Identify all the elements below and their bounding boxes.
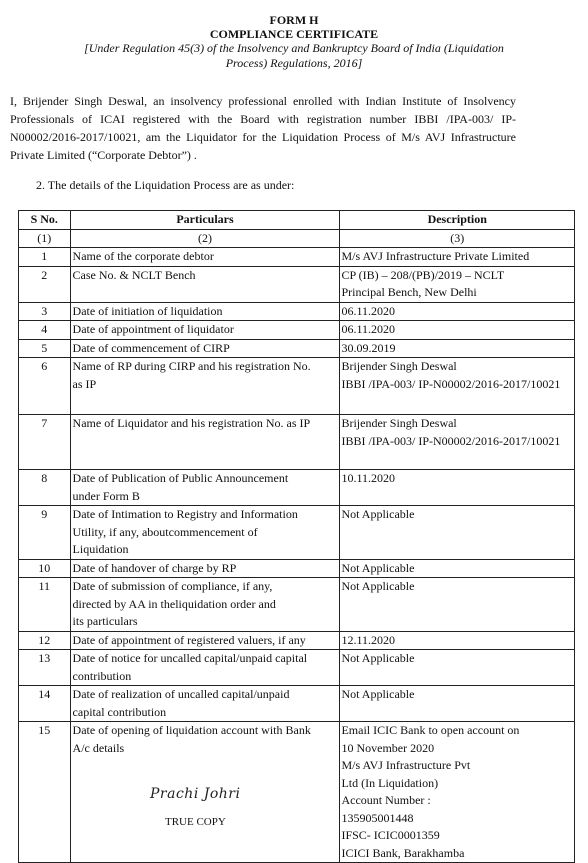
description-line: Brijender Singh Deswal	[341, 416, 457, 430]
particulars-line: Utility, if any, aboutcommencement of	[72, 524, 258, 539]
row-description	[340, 339, 575, 358]
particulars-line: A/c details	[72, 740, 125, 755]
description-line: M/s AVJ Infrastructure Pvt	[341, 758, 471, 772]
table-row	[19, 302, 575, 321]
signature: Prachi Johri	[150, 786, 241, 802]
table-row	[19, 650, 575, 686]
header-particulars: Particulars	[70, 211, 340, 230]
particulars-line: Date of realization of uncalled capital/unpaid	[72, 687, 290, 701]
table-row	[19, 415, 575, 470]
row-particulars	[70, 358, 340, 415]
row-sno: 3	[19, 302, 71, 321]
row-description	[340, 686, 575, 722]
description-line: 30.09.2019	[341, 340, 396, 355]
particulars-line: Date of initiation of liquidation	[72, 303, 223, 318]
particulars-line: Date of opening of liquidation account with Bank	[72, 723, 311, 737]
row-particulars	[70, 650, 340, 686]
row-description	[340, 302, 575, 321]
table-row	[19, 248, 575, 267]
description-line: Not Applicable	[341, 651, 415, 665]
description-line: Principal Bench, New Delhi	[341, 285, 477, 299]
row-particulars	[70, 248, 340, 267]
row-description	[340, 506, 575, 560]
particulars-line: under Form B	[72, 488, 140, 503]
description-line: Brijender Singh Deswal	[341, 359, 457, 373]
row-particulars	[70, 470, 340, 506]
row-sno: 11	[19, 578, 71, 632]
row-particulars	[70, 415, 340, 470]
description-line: 10 November 2020	[341, 740, 435, 755]
form-title: FORM H	[269, 13, 319, 27]
row-sno: 13	[19, 650, 71, 686]
row-sno: 4	[19, 321, 71, 340]
row-description	[340, 470, 575, 506]
table-subheader-row	[19, 229, 575, 248]
table-row	[19, 686, 575, 722]
particulars-line: Date of notice for uncalled capital/unpaid capital	[72, 651, 308, 665]
row-sno: 1	[19, 248, 71, 267]
section-heading: 2. The details of the Liquidation Process are as under:	[36, 178, 295, 192]
row-particulars	[70, 321, 340, 340]
table-row	[19, 321, 575, 340]
row-description	[340, 266, 575, 302]
description-line: CP (IB) – 208/(PB)/2019 – NCLT	[341, 267, 505, 282]
particulars-line: directed by AA in theliquidation order and	[72, 596, 276, 611]
row-sno: 14	[19, 686, 71, 722]
particulars-line: Date of Publication of Public Announcement	[72, 471, 289, 485]
subheader-3: (3)	[340, 229, 575, 248]
description-line: IBBI /IPA-003/ IP-N00002/2016-2017/10021	[341, 433, 561, 448]
description-line: 12.11.2020	[341, 632, 396, 647]
true-copy-label: TRUE COPY	[165, 816, 226, 828]
row-sno: 5	[19, 339, 71, 358]
row-sno: 9	[19, 506, 71, 560]
table-body	[19, 248, 575, 863]
row-particulars	[70, 506, 340, 560]
particulars-line: capital contribution	[72, 704, 167, 719]
row-sno: 7	[19, 415, 71, 470]
subheader-1: (1)	[19, 229, 71, 248]
particulars-line: Date of appointment of registered valuers, if any	[72, 632, 306, 647]
row-description	[340, 559, 575, 578]
description-line: IFSC- ICIC0001359	[341, 828, 440, 842]
description-line: 135905001448	[341, 810, 414, 825]
row-description	[340, 722, 575, 863]
description-line: 06.11.2020	[341, 303, 396, 318]
particulars-line: as IP	[72, 376, 97, 391]
particulars-line: Date of submission of compliance, if any,	[72, 579, 273, 593]
particulars-line: Date of Intimation to Registry and Information	[72, 507, 298, 521]
row-sno: 12	[19, 631, 71, 650]
liquidation-details-table	[18, 210, 575, 863]
table-header-row	[19, 211, 575, 230]
intro-paragraph: I, Brijender Singh Deswal, an insolvency professional enrolled with Indian Institute of Insolvency Professionals of ICAI registered with the Board with registration number IBBI /IPA-003/ IP- N00002/2016-2017/10021, am the Liquidator for the Liquidation Process of M/s AVJ Infrastructure Private Limited (“Corporate Debtor”) .	[10, 94, 516, 162]
table-row	[19, 506, 575, 560]
description-line: Not Applicable	[341, 687, 415, 701]
row-sno: 10	[19, 559, 71, 578]
row-description	[340, 358, 575, 415]
row-sno: 2	[19, 266, 71, 302]
description-line: Account Number :	[341, 793, 431, 807]
description-line: M/s AVJ Infrastructure Private Limited	[341, 249, 530, 263]
row-description	[340, 248, 575, 267]
description-line: Not Applicable	[341, 507, 415, 521]
regulation-line-1: [Under Regulation 45(3) of the Insolvency and Bankruptcy Board of India (Liquidation	[84, 41, 504, 55]
subheader-2: (2)	[70, 229, 340, 248]
row-sno: 15	[19, 722, 71, 863]
description-line: IBBI /IPA-003/ IP-N00002/2016-2017/10021	[341, 376, 561, 391]
particulars-line: Name of Liquidator and his registration No. as IP	[72, 416, 311, 430]
row-sno: 6	[19, 358, 71, 415]
description-line: Ltd (In Liquidation)	[341, 775, 439, 790]
table-row	[19, 470, 575, 506]
row-sno: 8	[19, 470, 71, 506]
particulars-line: Date of appointment of liquidator	[72, 322, 234, 336]
row-particulars	[70, 302, 340, 321]
table-row	[19, 339, 575, 358]
row-particulars	[70, 339, 340, 358]
table-row	[19, 266, 575, 302]
row-particulars	[70, 686, 340, 722]
particulars-line: its particulars	[72, 614, 138, 628]
row-description	[340, 415, 575, 470]
description-line: 06.11.2020	[341, 322, 396, 336]
particulars-line: Date of handover of charge by RP	[72, 560, 237, 575]
certificate-title: COMPLIANCE CERTIFICATE	[209, 27, 379, 41]
regulation-line-2: Process) Regulations, 2016]	[225, 56, 363, 70]
row-description	[340, 650, 575, 686]
row-particulars	[70, 266, 340, 302]
particulars-line: Name of RP during CIRP and his registration No.	[72, 359, 311, 373]
particulars-line: Liquidation	[72, 542, 129, 556]
description-line: Not Applicable	[341, 579, 415, 593]
description-line: ICICI Bank, Barakhamba	[341, 845, 465, 860]
row-description	[340, 631, 575, 650]
row-description	[340, 578, 575, 632]
header-sno: S No.	[19, 211, 71, 230]
table-row	[19, 722, 575, 863]
table-row	[19, 631, 575, 650]
header-description: Description	[340, 211, 575, 230]
particulars-line: Case No. & NCLT Bench	[72, 267, 196, 282]
table-row	[19, 358, 575, 415]
table-row	[19, 578, 575, 632]
particulars-line: Date of commencement of CIRP	[72, 340, 230, 355]
row-description	[340, 321, 575, 340]
particulars-line: contribution	[72, 668, 132, 683]
table-row	[19, 559, 575, 578]
description-line: 10.11.2020	[341, 471, 396, 485]
row-particulars	[70, 559, 340, 578]
description-line: Not Applicable	[341, 560, 415, 575]
particulars-line: Name of the corporate debtor	[72, 249, 214, 263]
row-particulars	[70, 578, 340, 632]
row-particulars	[70, 631, 340, 650]
description-line: Email ICIC Bank to open account on	[341, 723, 520, 737]
